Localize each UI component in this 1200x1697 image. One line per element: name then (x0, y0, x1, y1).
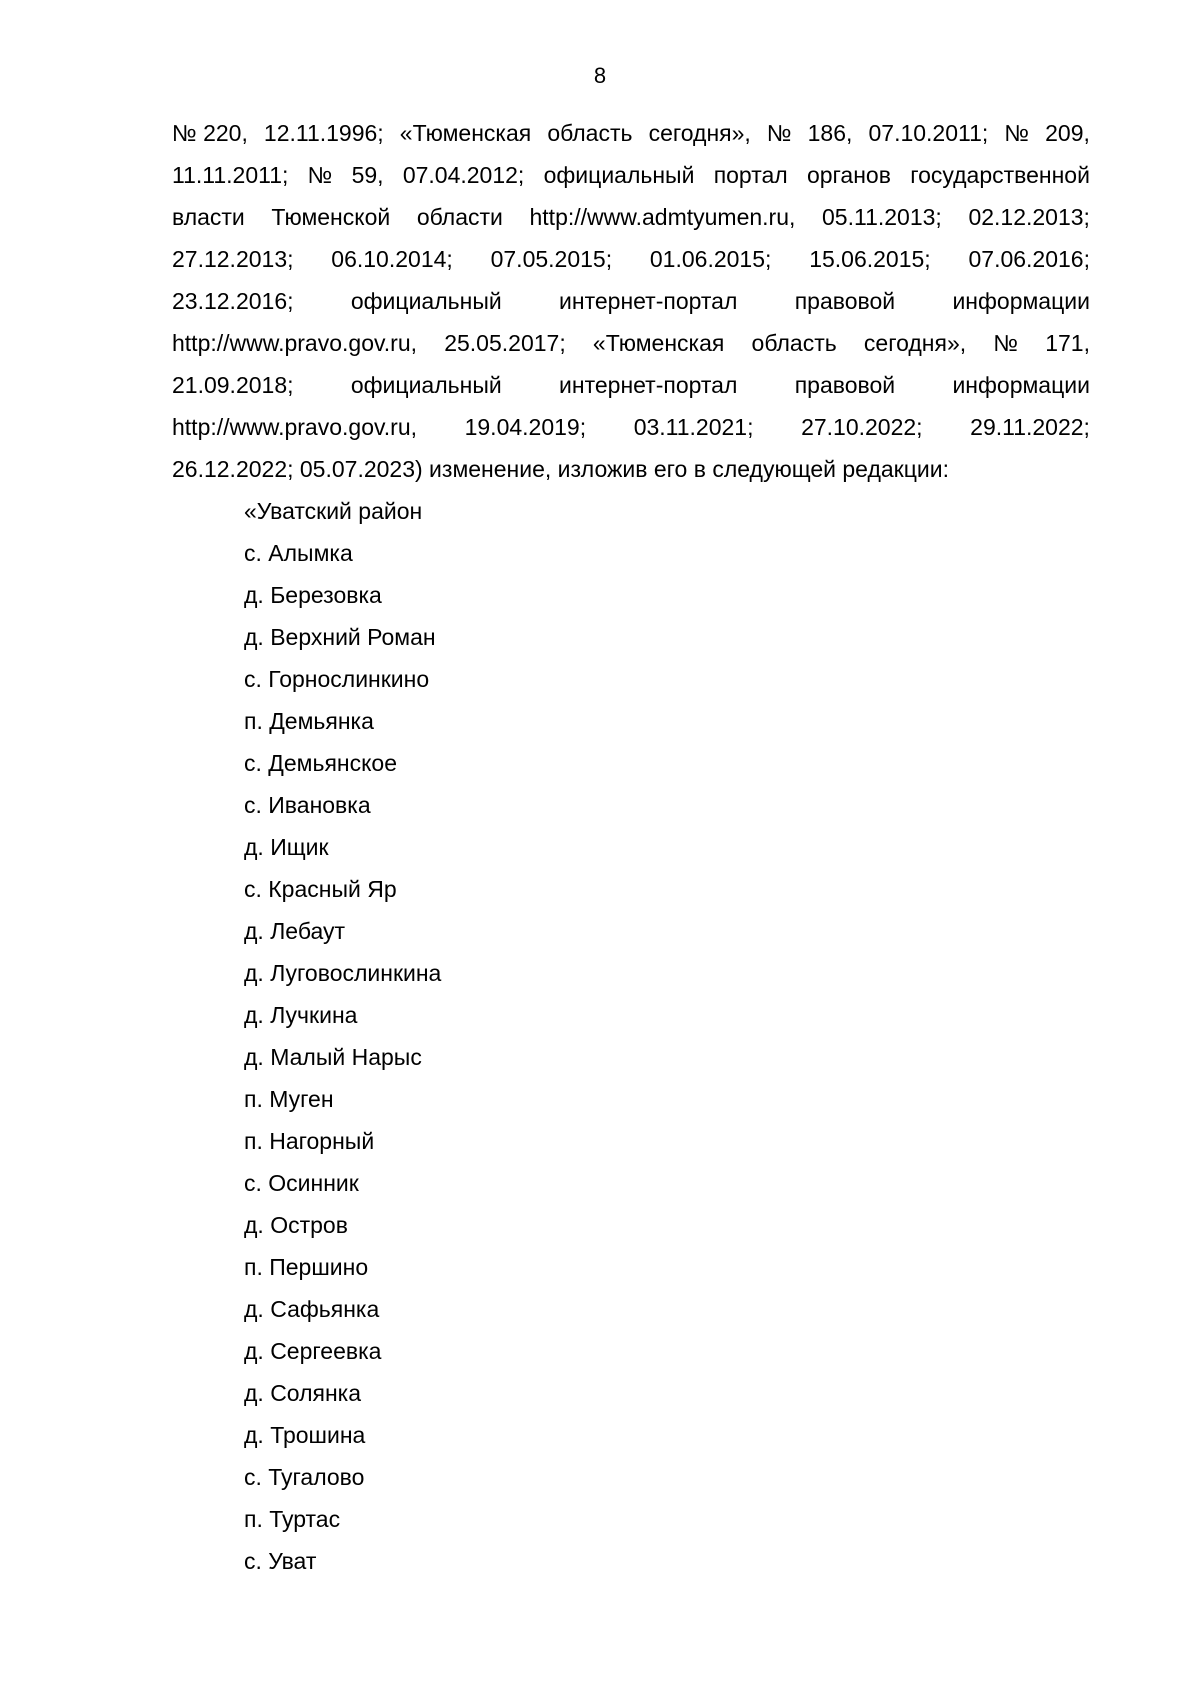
list-item: д. Лебаут (244, 918, 346, 944)
paragraph-word: 01.06.2015; (649, 246, 772, 272)
paragraph-line (172, 322, 1090, 364)
paragraph-word: № (993, 330, 1019, 356)
list-item: д. Луговослинкина (244, 960, 442, 986)
paragraph-word: информации (952, 288, 1090, 314)
paragraph-word: 25.05.2017; (444, 330, 566, 356)
paragraph-word: http://www.admtyumen.ru, (529, 204, 796, 230)
list-item: д. Сергеевка (244, 1338, 382, 1364)
paragraph-lines (172, 112, 1090, 448)
list-item: д. Остров (244, 1212, 348, 1238)
paragraph-word: 06.10.2014; (331, 246, 453, 272)
paragraph-word: интернет-портал (559, 372, 738, 398)
paragraph-line (172, 406, 1090, 448)
paragraph-word: 07.10.2011; (868, 120, 989, 146)
paragraph-word: 21.09.2018; (172, 372, 294, 398)
paragraph-word: 209, (1045, 120, 1090, 146)
paragraph-word: область (751, 330, 837, 356)
paragraph-word: области (416, 204, 503, 230)
paragraph-word: 07.06.2016; (968, 246, 1090, 272)
paragraph-word: сегодня», (863, 330, 967, 356)
paragraph-word: № (766, 120, 792, 146)
list-item: д. Березовка (244, 582, 382, 608)
paragraph-line (172, 280, 1090, 322)
list-item: с. Горнослинкино (244, 666, 430, 692)
paragraph-word: http://www.pravo.gov.ru, (172, 414, 418, 440)
paragraph-word: область (547, 120, 633, 146)
list-item: с. Красный Яр (244, 876, 397, 902)
paragraph-word: 15.06.2015; (809, 246, 931, 272)
paragraph-word: «Тюменская (592, 330, 725, 356)
paragraph-word: № 220, (172, 120, 248, 146)
list-item: с. Тугалово (244, 1464, 365, 1490)
paragraph-word: 19.04.2019; (464, 414, 587, 440)
paragraph-line (172, 154, 1090, 196)
list-item: с. Демьянское (244, 750, 398, 776)
paragraph (172, 112, 1090, 490)
paragraph-word: № (1004, 120, 1030, 146)
page-number: 8 (593, 63, 607, 88)
paragraph-line (172, 112, 1090, 154)
paragraph-word: № (307, 162, 333, 188)
list-item: с. Ивановка (244, 792, 371, 818)
paragraph-word: 29.11.2022; (970, 414, 1090, 440)
list-item: д. Ищик (244, 834, 329, 860)
paragraph-word: 12.11.1996; (263, 120, 384, 146)
paragraph-word: 186, (807, 120, 853, 146)
paragraph-word: правовой (794, 372, 896, 398)
paragraph-word: власти (172, 204, 245, 230)
district-heading: «Уватский район (244, 498, 423, 524)
list-item: п. Першино (244, 1254, 369, 1280)
paragraph-word: сегодня», (648, 120, 751, 146)
paragraph-word: 23.12.2016; (172, 288, 294, 314)
paragraph-word: государственной (910, 162, 1090, 188)
list-item: п. Туртас (244, 1506, 341, 1532)
list-item: д. Трошина (244, 1422, 366, 1448)
list-item: п. Нагорный (244, 1128, 375, 1154)
paragraph-word: 171, (1045, 330, 1090, 356)
paragraph-word: 27.12.2013; (172, 246, 294, 272)
paragraph-word: http://www.pravo.gov.ru, (172, 330, 418, 356)
paragraph-word: интернет-портал (559, 288, 738, 314)
paragraph-word: 05.11.2013; (822, 204, 942, 230)
list-item: с. Осинник (244, 1170, 359, 1196)
list-item: с. Алымка (244, 540, 353, 566)
paragraph-line (172, 238, 1090, 280)
list-item: д. Лучкина (244, 1002, 358, 1028)
list-item: с. Уват (244, 1548, 317, 1574)
paragraph-word: информации (952, 372, 1090, 398)
paragraph-word: органов (806, 162, 891, 188)
paragraph-word: «Тюменская (399, 120, 532, 146)
list-item: д. Малый Нарыс (244, 1044, 422, 1070)
list-item: д. Солянка (244, 1380, 362, 1406)
paragraph-word: 11.11.2011; (172, 162, 289, 188)
paragraph-word: официальный (350, 372, 502, 398)
paragraph-word: 07.05.2015; (490, 246, 613, 272)
paragraph-word: 59, (351, 162, 384, 188)
paragraph-word: 07.04.2012; (402, 162, 525, 188)
paragraph-word: официальный (543, 162, 695, 188)
list-item: п. Демьянка (244, 708, 374, 734)
paragraph-word: 27.10.2022; (801, 414, 923, 440)
paragraph-word: Тюменской (271, 204, 391, 230)
settlement-list (244, 490, 441, 1582)
paragraph-word: правовой (794, 288, 896, 314)
paragraph-word: официальный (350, 288, 502, 314)
paragraph-word: 02.12.2013; (968, 204, 1090, 230)
paragraph-line (172, 364, 1090, 406)
paragraph-line (172, 196, 1090, 238)
list-item: д. Сафьянка (244, 1296, 380, 1322)
paragraph-last-line: 26.12.2022; 05.07.2023) изменение, изложив его в следующей редакции: (172, 456, 950, 482)
paragraph-word: портал (713, 162, 788, 188)
list-item: д. Верхний Роман (244, 624, 436, 650)
list-item: п. Муген (244, 1086, 334, 1112)
paragraph-word: 03.11.2021; (633, 414, 754, 440)
